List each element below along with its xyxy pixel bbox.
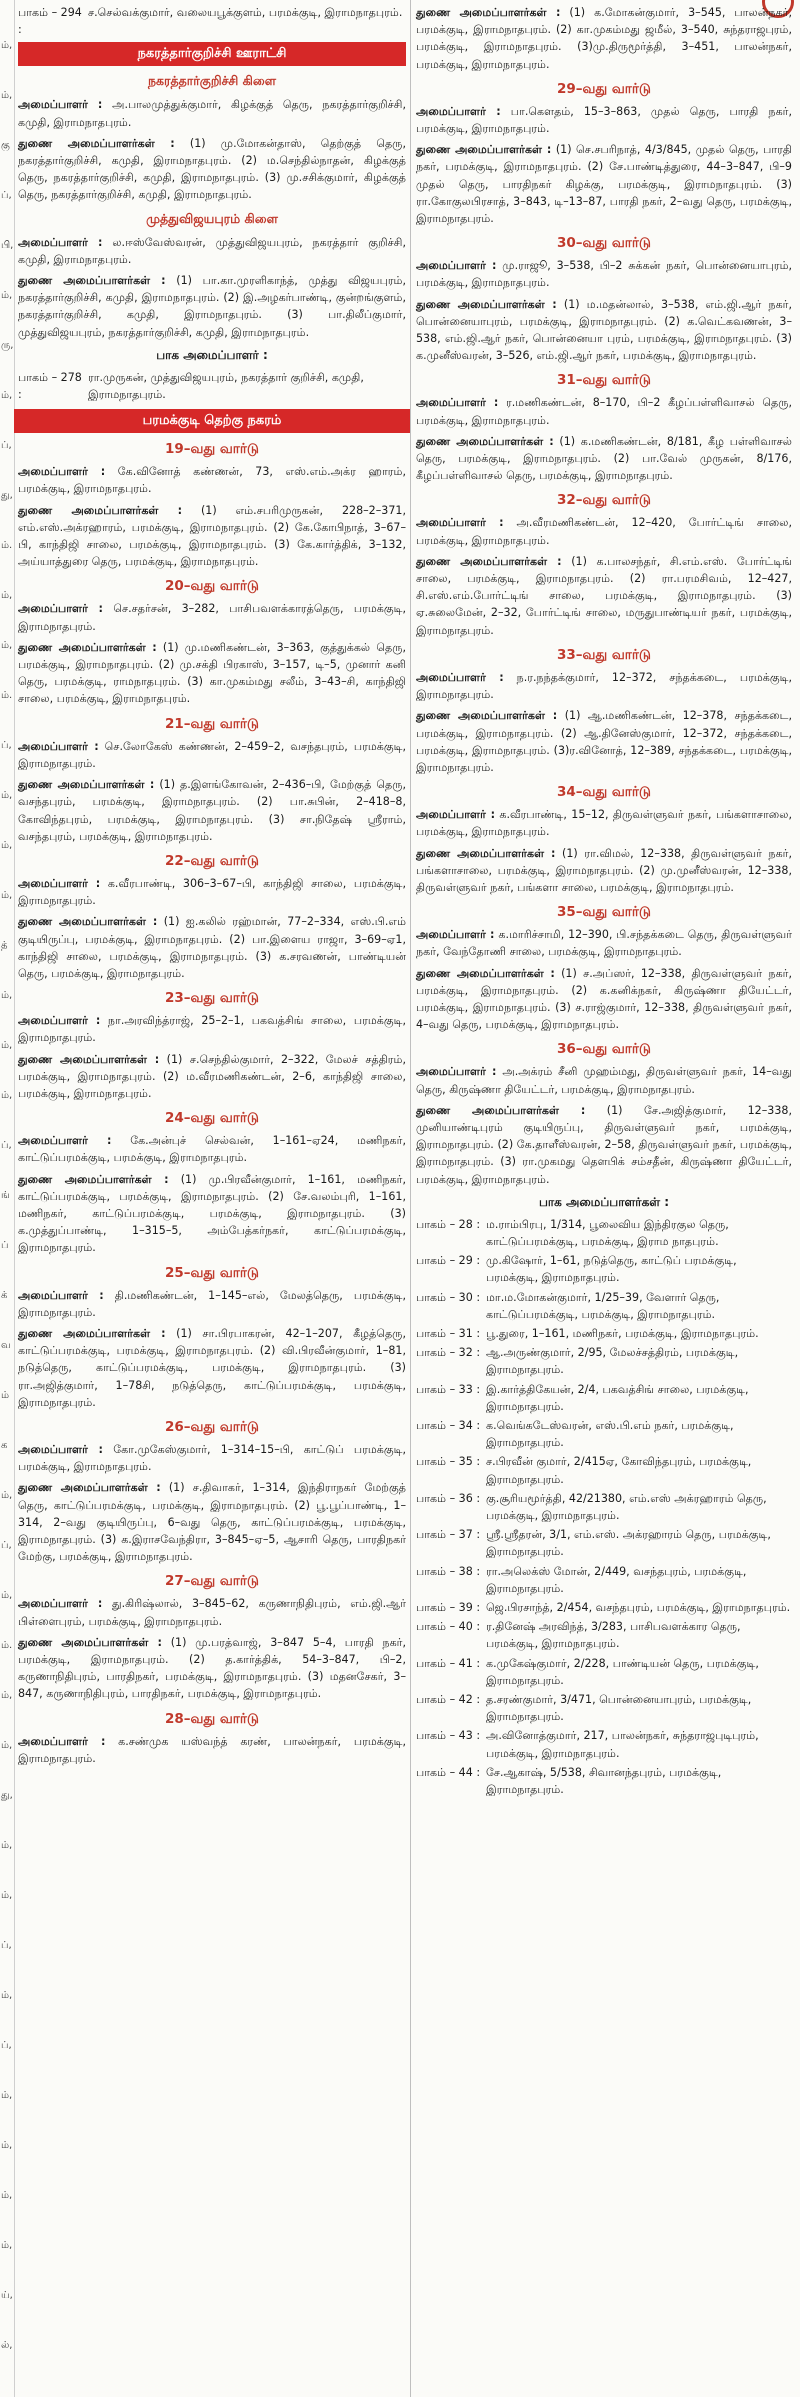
secretary-entry [18, 600, 406, 634]
assistants-label: துணை அமைப்பாளர்கள் : [416, 709, 558, 723]
assistants-entry [416, 4, 792, 73]
secretary-text: தி.மணிகண்டன், 1–145–எல், மேலத்தெரு, பரமக்குடி, இராமநாதபுரம். [18, 1288, 407, 1319]
assistants-entry [416, 296, 792, 365]
assistants-label: துணை அமைப்பாளர்கள் : [416, 966, 555, 980]
gutter-mark: ப் [1, 1240, 9, 1251]
booth-label: பாகம் – 40 : [416, 1620, 481, 1634]
secretary-label: அமைப்பாளர் : [416, 104, 501, 118]
secretary-entry [18, 1287, 406, 1321]
assistants-text: (1) செ.சபரிநாத், 4/3/845, முதல் தெரு, பாரதி நகர், பரமக்குடி, இராமநாதபுரம். (2) சே.பாண்டித்துரை, 44–3–847, பி–9 முதல் தெரு, பாரதிநகர் கிழக்கு, பரமக்குடி, இராமநாதபுரம். (3) ரா.கோகுலபிரசாத், 3–843, டி–13–87, பாரதி நகர், 2–வது தெரு, பரமக்குடி, இராமநாதபுரம். [416, 143, 793, 226]
booth-label: பாகம் – 32 : [416, 1346, 481, 1360]
secretary-entry [416, 669, 792, 703]
assistants-text: (1) ச.செந்தில்குமார், 2–322, மேலச் சத்திரம், பரமக்குடி, இராமநாதபுரம். (2) ம.வீரமணிகண்டன், 2–6, காந்திஜி சாலை, பரமக்குடி, இராமநாதபுரம். [18, 1052, 406, 1100]
booth-label: பாகம் – 36 : [416, 1491, 481, 1505]
gutter-mark: ம், [1, 2140, 13, 2151]
assistants-label: துணை அமைப்பாளர்கள் : [18, 503, 183, 517]
booth-heading: பாக அமைப்பாளர் : [156, 347, 268, 362]
assistants-entry [416, 965, 792, 1034]
assistants-text: (1) மு.மோகன்தாஸ், தெற்குத் தெரு, நகரத்தார்குறிச்சி, கமுதி, இராமநாதபுரம். (2) ம.செந்தில்நாதன், கிழக்குத் தெரு, நகரத்தார்குறிச்சி, கமுதி, இராமநாதபுரம். (3) மு.சசிக்குமார், கிழக்குத் தெரு, நகரத்தார்குறிச்சி, கமுதி, இராமநாதபுரம். [18, 136, 406, 202]
booth-text: மு.கிஷோர், 1–61, நடுத்தெரு, காட்டுப் பரமக்குடி, பரமக்குடி, இராமநாதபுரம். [486, 1254, 737, 1285]
booth-entry [416, 1727, 792, 1761]
assistants-entry [18, 1325, 406, 1411]
secretary-entry [18, 234, 406, 268]
gutter-mark: ப், [1, 190, 12, 201]
booth-text: க.வெங்கடேஸ்வரன், எஸ்.பி.எம் நகர், பரமக்குடி, இராமநாதபுரம். [486, 1419, 734, 1450]
booth-text: க.முகேஷ்குமார், 2/228, பாண்டியன் தெரு, பரமக்குடி, இராமநாதபுரம். [486, 1656, 759, 1687]
ward-title: 22–வது வார்டு [165, 852, 259, 869]
booth-entry [416, 1344, 792, 1378]
gutter-mark: த் [1, 940, 8, 951]
assistants-entry [18, 135, 406, 204]
booth-entry [416, 1764, 792, 1798]
gutter-mark: து, [1, 490, 13, 501]
gutter-mark: ப், [1, 740, 12, 751]
gutter-mark: ம், [1, 40, 13, 51]
booth-label: பாகம் – 294 : [18, 6, 82, 37]
booth-entry [416, 1618, 792, 1652]
booth-label: பாகம் – 44 : [416, 1765, 481, 1779]
secretary-text: ர.மணிகண்டன், 8–170, பி–2 கீழப்பள்ளிவாசல் தெரு, பரமக்குடி, இராமநாதபுரம். [416, 396, 793, 427]
assistants-text: (1) ம.மதன்லால், 3–538, எம்.ஜி.ஆர் நகர், பொன்னையாபுரம், பரமக்குடி, இராமநாதபுரம். (2) க.வெட்கவணன், 3–538, எம்.ஜி.ஆர் நகர், பொன்னையா புரம், பரமக்குடி, இராமநாதபுரம். (3) க.முனீஸ்வரன், 3–526, எம்.ஜி.ஆர் நகர், பரமக்குடி, இராமநாதபுரம். [416, 297, 792, 363]
secretary-entry [416, 103, 792, 137]
assistants-text: (1) த.இளங்கோவன், 2–436–பி, மேற்குத் தெரு, வசந்தபுரம், பரமக்குடி, இராமநாதபுரம். (2) பா.சுபின், 2–418–8, கோவிந்தபுரம், பரமக்குடி, இராமநாதபுரம். (3) சா.நிதேஷ் ஸ்ரீராம், வசந்தபுரம், பரமக்குடி, இராமநாதபுரம். [18, 778, 406, 843]
assistants-label: துணை அமைப்பாளர்கள் : [416, 1103, 586, 1117]
secretary-entry [18, 96, 406, 130]
left-gutter-cropped-text [0, 0, 15, 2397]
gutter-mark: ம், [1, 1090, 13, 1101]
booth-entry [416, 1417, 792, 1451]
secretary-label: அமைப்பாளர் : [18, 98, 103, 112]
booth-entry [18, 4, 406, 38]
secretary-label: அமைப்பாளர் : [18, 465, 106, 479]
ward-title: 19–வது வார்டு [165, 441, 259, 458]
secretary-text: க.சண்முக யஸ்வந்த் கரண், பாலன்நகர், பரமக்குடி, இராமநாதபுரம். [18, 1734, 406, 1765]
booth-label: பாகம் – 42 : [416, 1693, 481, 1707]
branch-title: முத்துவிஜயபுரம் கிளை [146, 210, 278, 226]
booth-entry [416, 1381, 792, 1415]
assistants-text: (1) ச.திவாகர், 1–314, இந்திராநகர் மேற்குத் தெரு, காட்டுப்பரமக்குடி, பரமக்குடி, இராமநாதபுரம். (2) பூ.பூப்பாண்டி, 1–314, 2–வது குடியிருப்பு, 6–வது தெரு, காட்டுப்பரமக்குடி, பரமக்குடி, இராமநாதபுரம். (3) க.இராசவேந்திரா, 3–845–ஏ–5, ஆசாரி தெரு, பாரதிநகர் மேற்கு, பரமக்குடி, இராமநாதபுரம். [18, 1481, 407, 1564]
assistants-text: (1) க.பாலசந்தர், சி.எம்.எஸ். போர்ட்டிங் சாலை, பரமக்குடி, இராமநாதபுரம். (2) ரா.பரமசிவம், 12–427, சி.எஸ்.எம்.போர்ட்டிங் சாலை, பரமக்குடி, இராமநாதபுரம். (3) ஏ.சுலைமேன், 2–32, போர்ட்டிங் சாலை, மருதுபாண்டியர் நகர், பரமக்குடி, இராமநாதபுரம். [416, 554, 792, 637]
assistants-entry [416, 1102, 792, 1188]
booth-text: பூ.துரை, 1–161, மணிநகர், பரமக்குடி, இராமநாதபுரம். [486, 1326, 759, 1340]
gutter-mark: ம். [1, 690, 13, 701]
booth-text: அ.வினோத்குமார், 217, பாலன்நகர், சுந்தராஜபுடிபுரம், பரமக்குடி, இராமநாதபுரம். [486, 1729, 759, 1760]
assistants-label: துணை அமைப்பாளர்கள் : [416, 434, 554, 448]
secretary-entry [18, 738, 406, 772]
gutter-mark: ம் [1, 1390, 10, 1401]
branch-title: நகரத்தார்குறிச்சி கிளை [147, 73, 277, 89]
secretary-text: க.மாரிச்சாமி, 12–390, பி.சந்தக்கடை தெரு, திருவள்ளுவர் நகர், வேந்தோணி சாலை, பரமக்குடி, இராமநாதபுரம். [416, 928, 793, 959]
secretary-label: அமைப்பாளர் : [18, 1014, 101, 1028]
ward-title: 31–வது வார்டு [557, 372, 651, 389]
booth-heading: பாக அமைப்பாளர்கள் : [538, 1194, 670, 1209]
booth-label: பாகம் – 29 : [416, 1254, 481, 1268]
assistants-text: (1) ஆ.மணிகண்டன், 12–378, சந்தக்கடை, பரமக்குடி, இராமநாதபுரம். (2) ஆ.தினேஸ்குமார், 12–372, சந்தக்கடை, பரமக்குடி, இராமநாதபுரம். (3)ர.வினோத், 12–389, சந்தக்கடை, பரமக்குடி, இராமநாதபுரம். [416, 709, 792, 774]
gutter-mark: ம், [1, 1740, 13, 1751]
secretary-label: அமைப்பாளர் : [18, 1288, 104, 1302]
booth-text: ஆ.அருண்குமார், 2/95, மேலச்சத்திரம், பரமக்குடி, இராமநாதபுரம். [486, 1346, 739, 1377]
secretary-label: அமைப்பாளர் : [18, 235, 103, 249]
secretary-text: அ.அக்ரம் சீனி முஹம்மது, திருவள்ளுவர் நகர், 14–வது தெரு, கிருஷ்ணா தியேட்டர், பரமக்குடி, இராமநாதபுரம். [416, 1065, 793, 1096]
gutter-mark: ம், [1, 990, 13, 1001]
gutter-mark: ம். [1, 540, 13, 551]
assistants-entry [18, 913, 406, 982]
secretary-entry [18, 875, 406, 909]
assistants-text: (1) சே.அஜித்குமார், 12–338, முனியாண்டிபுரம் குடியிருப்பு, திருவள்ளுவர் நகர், பரமக்குடி, இராமநாதபுரம். (2) கே.தாளீஸ்வரன், 2–58, திருவள்ளுவர் நகர், பரமக்குடி, இராமநாதபுரம். (3) ரா.முகமது தௌபிக் சம்சதீன், கிருஷ்ணா தியேட்டர், பரமக்குடி, இராமநாதபுரம். [416, 1103, 792, 1186]
secretary-label: அமைப்பாளர் : [416, 1065, 497, 1079]
gutter-mark: க [1, 1440, 8, 1451]
assistants-label: துணை அமைப்பாளர்கள் : [18, 1172, 169, 1186]
gutter-mark: ம், [1, 2090, 13, 2101]
assistants-text: (1) ஐ.கலில் ரஹ்மான், 77–2–334, எஸ்.பி.எம் குடியிருப்பு, பரமக்குடி, இராமநாதபுரம். (2) பா.இளைய ராஜா, 3–69–ஏ1, காந்திஜி சாலை, பரமக்குடி, இராமநாதபுரம். (3) க.சரவணன், பாண்டியன் தெரு, பரமக்குடி, இராமநாதபுரம். [18, 915, 406, 980]
secretary-label: அமைப்பாளர் : [18, 602, 103, 616]
booth-entry [416, 1289, 792, 1323]
booth-text: ம.ராம்பிரபு, 1/314, பூலைவிய இந்திரகுல தெரு, காட்டுப்பரமக்குடி, பரமக்குடி, இராம நாதபுரம். [486, 1217, 729, 1248]
booth-label: பாகம் – 278 : [18, 370, 82, 402]
booth-label: பாகம் – 33 : [416, 1382, 481, 1396]
secretary-entry [416, 514, 792, 548]
ward-title: 27–வது வார்டு [165, 1573, 259, 1590]
booth-text: கு.சூரியமூர்த்தி, 42/21380, எம்.எஸ் அக்ரஹாரம் தெரு, பரமக்குடி, இராமநாதபுரம். [486, 1491, 767, 1523]
assistants-text: (1) மு.பிரவீன்குமார், 1–161, மணிநகர், காட்டுப்பரமக்குடி, பரமக்குடி, இராமநாதபுரம். (2) சே.வலம்புரி, 1–161, மணிநகர், காட்டுப்பரமக்குடி, பரமக்குடி, இராமநாதபுரம். (3) க.முத்துப்பாண்டி, 1–315–5, அம்பேத்கர்நகர், காட்டுப்பரமக்குடி, இராமநாதபுரம். [18, 1172, 406, 1255]
booth-entry [416, 1490, 792, 1524]
assistants-label: துணை அமைப்பாளர்கள் : [18, 274, 166, 288]
column-divider [410, 0, 411, 2397]
secretary-entry [416, 806, 792, 840]
booth-entry [18, 369, 406, 403]
booth-entry [416, 1526, 792, 1560]
gutter-mark: ப், [1, 440, 12, 451]
assistants-label: துணை அமைப்பாளர்கள் : [18, 1635, 162, 1649]
assistants-text: (1) ச.அப்ஸர், 12–338, திருவள்ளுவர் நகர், பரமக்குடி, இராமநாதபுரம். (2) க.கனிக்நகர், கிருஷ்ணா தியேட்டர், பரமக்குடி, இராமநாதபுரம். (3) ச.ராஜ்குமார், 12–338, திருவள்ளுவர் நகர், 4–வது தெரு, பரமக்குடி, இராமநாதபுரம். [416, 966, 792, 1032]
ward-title: 20–வது வார்டு [165, 578, 259, 595]
secretary-label: அமைப்பாளர் : [416, 516, 504, 530]
booth-text: ரா.முருகன், முத்துவிஜயபுரம், நகரத்தார் குறிச்சி, கமுதி, இராமநாதபுரம். [88, 370, 364, 402]
secretary-entry [18, 1132, 406, 1166]
gutter-mark: ல், [1, 2340, 13, 2351]
assistants-text: (1) க.மணிகண்டன், 8/181, கீழ பள்ளிவாசல் தெரு, பரமக்குடி, இராமநாதபுரம். (2) பா.வேல் முருகன், 8/176, கீழப்பள்ளிவாசல் தெரு, பரமக்குடி, இராமநாதபுரம். [416, 434, 793, 483]
gutter-mark: ம், [1, 1690, 13, 1701]
secretary-entry [18, 1441, 406, 1475]
assistants-entry [18, 1171, 406, 1257]
assistants-entry [416, 553, 792, 639]
booth-label: பாகம் – 41 : [416, 1656, 481, 1670]
booth-label: பாகம் – 38 : [416, 1564, 481, 1578]
booth-entry [416, 1216, 792, 1250]
booth-text: ர.தினேஷ் அரவிந்த், 3/283, பாசிபவளக்கார தெரு, பரமக்குடி, இராமநாதபுரம். [486, 1620, 741, 1651]
assistants-label: துணை அமைப்பாளர்கள் : [18, 778, 155, 792]
booth-label: பாகம் – 35 : [416, 1455, 481, 1469]
gutter-mark: க் [1, 1290, 8, 1301]
secretary-label: அமைப்பாளர் : [18, 1442, 103, 1456]
left-column [18, 4, 406, 1771]
gutter-mark: கு [1, 140, 10, 151]
gutter-mark: ப், [1, 1940, 12, 1951]
assistants-text: (1) பா.கா.முரளிகாந்த், முத்து விஜயபுரம், நகரத்தார்குறிச்சி, கமுதி, இராமநாதபுரம். (2) இ.அழகர்பாண்டி, குன்றங்குளம், நகரத்தார்குறிச்சி, கமுதி, இராமநாதபுரம். (3) பா.திலீப்குமார், முத்துவிஜயபுரம், நகரத்தார்குறிச்சி, கமுதி, இராமநாதபுரம். [18, 274, 407, 339]
secretary-text: ந.ர.நந்தக்குமார், 12–372, சந்தக்கடை, பரமக்குடி, இராமநாதபுரம். [416, 670, 792, 702]
gutter-mark: ம், [1, 890, 13, 901]
ward-title: 29–வது வார்டு [557, 80, 651, 97]
assistants-text: (1) க.மோகன்குமார், 3–545, பாலன்நகர், பரமக்குடி, இராமநாதபுரம். (2) கா.முகம்மது ஜமீல், 3–540, சுந்தராஜபுரம், பரமக்குடி, இராமநாதபுரம். (3)மு.திருமூர்த்தி, 3–451, பாலன்நகர், பரமக்குடி, இராமநாதபுரம். [416, 6, 792, 71]
secretary-text: மு.ராஜூ, 3–538, பி–2 சுக்கன் நகர், பொன்னையாபுரம், பரமக்குடி, இராமநாதபுரம். [416, 259, 793, 290]
assistants-text: (1) மு.மணிகண்டன், 3–363, குத்துக்கல் தெரு, பரமக்குடி, இராமநாதபுரம். (2) மு.சக்தி பிரகாஸ், 3–157, டி–5, முனார் கனி தெரு, பரமக்குடி, ராமநாதபுரம். (3) கா.முகம்மது சலீம், 3–43–சி, காந்திஜி சாலை, பரமக்குடி, இராமநாதபுரம். [18, 640, 406, 706]
ward-title: 32–வது வார்டு [557, 492, 651, 509]
assistants-label: துணை அமைப்பாளர்கள் : [416, 143, 552, 157]
ward-title: 24–வது வார்டு [165, 1110, 259, 1127]
booth-label: பாகம் – 30 : [416, 1290, 481, 1304]
assistants-label: துணை அமைப்பாளர்கள் : [416, 297, 557, 311]
secretary-text: நா.அரவிந்த்ராஜ், 25–2–1, பகவத்சிங் சாலை, பரமக்குடி, இராமநாதபுரம். [18, 1014, 406, 1045]
booth-text: த.சரண்குமார், 3/471, பொன்னையாபுரம், பரமக்குடி, இராமநாதபுரம். [486, 1693, 752, 1724]
booth-entry [416, 1325, 792, 1342]
assistants-entry [18, 776, 406, 845]
assistants-label: துணை அமைப்பாளர்கள் : [18, 1052, 160, 1066]
booth-label: பாகம் – 43 : [416, 1729, 481, 1743]
assistants-label: துணை அமைப்பாளர்கள் : [18, 640, 157, 654]
assistants-text: (1) ரா.விமல், 12–338, திருவள்ளுவர் நகர், பங்களாசாலை, பரமக்குடி, இராமநாதபுரம். (2) மு.முனீஸ்வரன், 12–338, திருவள்ளுவர் நகர், பங்களா சாலை, பரமக்குடி, இராமநாதபுரம். [416, 846, 793, 894]
right-ward-list [416, 79, 792, 1188]
secretary-text: கோ.முகேஸ்குமார், 1–314–15–பி, காட்டுப் பரமக்குடி, பரமக்குடி, இராமநாதபுரம். [18, 1442, 407, 1474]
assistants-text: (1) எம்.சபரிமுருகன், 228–2–371, எம்.எஸ்.அக்ரஹாரம், பரமக்குடி, இராமநாதபுரம். (2) கே.கோபிநாத், 3–67–பி, காந்திஜி சாலை, பரமக்குடி, இராமநாதபுரம். (3) கே.கார்த்திக், 3–132, அய்யாத்துரை தெரு, பரமக்குடி, இராமநாதபுரம். [18, 503, 406, 569]
secretary-entry [416, 1063, 792, 1097]
booth-entry [416, 1453, 792, 1487]
assistants-label: துணை அமைப்பாளர்கள் : [416, 554, 562, 568]
secretary-label: அமைப்பாளர் : [18, 1134, 112, 1148]
secretary-label: அமைப்பாளர் : [416, 670, 504, 684]
secretary-text: செ.சதர்சன், 3–282, பாசிபவளக்காரத்தெரு, பரமக்குடி, இராமநாதபுரம். [18, 602, 407, 633]
assistants-label: துணை அமைப்பாளர்கள் : [18, 1326, 166, 1340]
assistants-entry [18, 1634, 406, 1703]
gutter-mark: ம், [1, 2240, 13, 2251]
gutter-mark: ப், [1, 2040, 12, 2051]
booth-text: ச.பிரவீன் குமார், 2/415ஏ, கோவிந்தபுரம், பரமக்குடி, இராமநாதபுரம். [486, 1455, 752, 1486]
secretary-label: அமைப்பாளர் : [18, 1734, 106, 1748]
booth-label: பாகம் – 28 : [416, 1217, 481, 1231]
assistants-label: துணை அமைப்பாளர்கள் : [416, 6, 561, 19]
gutter-mark: ப், [1, 1140, 12, 1151]
booth-text: மா.ம.மோகன்குமார், 1/25–39, வேளார் தெரு, காட்டுப்பரமக்குடி, பரமக்குடி, இராமநாதபுரம். [486, 1290, 720, 1321]
booth-text: ரா.அலெக்ஸ் மோன், 2/449, வசந்தபுரம், பரமக்குடி, இராமநாதபுரம். [486, 1564, 747, 1595]
gutter-mark: ம். [1, 1640, 13, 1651]
ward-title: 36–வது வார்டு [557, 1041, 651, 1058]
gutter-mark: ம், [1, 290, 13, 301]
booth-entry [416, 1252, 792, 1286]
secretary-label: அமைப்பாளர் : [416, 396, 499, 410]
secretary-entry [416, 394, 792, 428]
assistants-entry [18, 502, 406, 571]
gutter-mark: ம், [1, 1040, 13, 1051]
gutter-mark: ங் [1, 1190, 10, 1201]
assistants-entry [18, 639, 406, 708]
booth-text: ஜெ.பிரசாந்த், 2/454, வசந்தபுரம், பரமக்குடி, இராமநாதபுரம். [486, 1601, 791, 1615]
secretary-entry [18, 1012, 406, 1046]
assistants-entry [416, 845, 792, 897]
gutter-mark: ம், [1, 1490, 13, 1501]
secretary-label: அமைப்பாளர் : [416, 928, 495, 942]
gutter-mark: ம், [1, 390, 13, 401]
gutter-mark: ம், [1, 590, 13, 601]
gutter-mark: பி, [1, 240, 14, 251]
gutter-mark: ம், [1, 640, 13, 651]
ward-title: 23–வது வார்டு [165, 990, 259, 1007]
secretary-text: அ.பாலமுத்துக்குமார், கிழக்குத் தெரு, நகரத்தார்குறிச்சி, கமுதி, இராமநாதபுரம். [18, 98, 406, 129]
gutter-mark: ம், [1, 1840, 13, 1851]
gutter-mark: ம், [1, 790, 13, 801]
ward-title: 30–வது வார்டு [557, 235, 651, 252]
ward-title: 25–வது வார்டு [165, 1264, 259, 1281]
left-ward-list [18, 439, 406, 1767]
gutter-mark: ய், [1, 2290, 13, 2301]
booth-text: இ.கார்த்திகேயன், 2/4, பகவத்சிங் சாலை, பரமக்குடி, இராமநாதபுரம். [486, 1382, 749, 1413]
assistants-text: (1) சா.பிரபாகரன், 42–1–207, கீழத்தெரு, காட்டுப்பரமக்குடி, பரமக்குடி, இராமநாதபுரம். (2) வி.பிரவீன்குமார், 1–81, நடுத்தெரு, காட்டுப்பரமக்குடி, பரமக்குடி, இராமநாதபுரம். (3) ரா.அஜித்குமார், 1–78சி, நடுத்தெரு, காட்டுப்பரமக்குடி, பரமக்குடி, இராமநாதபுரம். [18, 1326, 406, 1409]
gutter-mark: ரு, [1, 340, 14, 351]
secretary-entry [18, 1733, 406, 1767]
ward-title: 33–வது வார்டு [557, 646, 651, 663]
gutter-mark: வ [1, 1340, 11, 1351]
secretary-text: கே.வினோத் கண்ணன், 73, எஸ்.எம்.அக்ர ஹாரம், பரமக்குடி, இராமநாதபுரம். [18, 465, 406, 496]
ward-title: 35–வது வார்டு [557, 904, 651, 921]
secretary-entry [416, 257, 792, 291]
gutter-mark: ம், [1, 2190, 13, 2201]
secretary-text: செ.லோகேஸ் கண்ணன், 2–459–2, வசந்தபுரம், பரமக்குடி, இராமநாதபுரம். [18, 739, 407, 770]
town-banner: பரமக்குடி தெற்கு நகரம் [14, 409, 410, 433]
booth-entry [416, 1563, 792, 1597]
booth-label: பாகம் – 37 : [416, 1528, 481, 1542]
secretary-text: அ.வீரமணிகண்டன், 12–420, போர்ட்டிங் சாலை, பரமக்குடி, இராமநாதபுரம். [416, 516, 792, 547]
booth-entry [416, 1691, 792, 1725]
secretary-label: அமைப்பாளர் : [18, 1597, 103, 1611]
booth-text: சே.ஆகாஷ், 5/538, சிவானந்தபுரம், பரமக்குடி, இராமநாதபுரம். [486, 1765, 722, 1797]
assistants-label: துணை அமைப்பாளர்கள் : [18, 915, 158, 929]
assistants-entry [18, 1051, 406, 1103]
assistants-text: (1) மு.பரத்வாஜ், 3–847 5–4, பாரதி நகர், பரமக்குடி, இராமநாதபுரம். (2) த.கார்த்திக், 54–3–847, பி–2, கருணாநிதிபுரம், பாரதிநகர், பரமக்குடி, இராமநாதபுரம். (3) மதனசேகர், 3–847, கருணாநிதிபுரம், பாரதிநகர், பரமக்குடி, இராமநாதபுரம். [18, 1635, 406, 1701]
gutter-mark: ம், [1, 1890, 13, 1901]
secretary-label: அமைப்பாளர் : [18, 739, 99, 753]
assistants-entry [18, 1479, 406, 1565]
secretary-entry [18, 1595, 406, 1629]
secretary-text: ல.ஈஸ்வேஸ்வரன், முத்துவிஜயபுரம், நகரத்தார் குறிச்சி, கமுதி, இராமநாதபுரம். [18, 235, 406, 266]
ward-title: 26–வது வார்டு [165, 1418, 259, 1435]
assistants-label: துணை அமைப்பாளர்கள் : [18, 1481, 161, 1495]
booth-label: பாகம் – 31 : [416, 1326, 481, 1340]
secretary-entry [416, 926, 792, 960]
booth-text: ஸ்ரீ.ஸ்ரீதரன், 3/1, எம்.எஸ். அக்ரஹாரம் தெரு, பரமக்குடி, இராமநாதபுரம். [486, 1528, 771, 1559]
secretary-text: க.வீரபாண்டி, 306–3–67–பி, காந்திஜி சாலை, பரமக்குடி, இராமநாதபுரம். [18, 876, 406, 908]
gutter-mark: ம், [1, 90, 13, 101]
assistants-label: துணை அமைப்பாளர்கள் : [18, 136, 175, 150]
ward-title: 21–வது வார்டு [165, 715, 259, 732]
secretary-label: அமைப்பாளர் : [18, 876, 101, 890]
gutter-mark: ம், [1, 1590, 13, 1601]
secretary-label: அமைப்பாளர் : [416, 259, 497, 273]
gutter-mark: ம், [1, 1990, 13, 2001]
booth-entry [416, 1655, 792, 1689]
secretary-text: க.வீரபாண்டி, 15–12, திருவள்ளுவர் நகர், பங்களாசாலை, பரமக்குடி, இராமநாதபுரம். [416, 808, 792, 839]
booth-label: பாகம் – 39 : [416, 1601, 481, 1615]
assistants-entry [416, 141, 792, 227]
booth-list [416, 1216, 792, 1799]
secretary-text: கே.அன்புச் செல்வன், 1–161–ஏ24, மணிநகர், காட்டுப்பரமக்குடி, பரமக்குடி, இராமநாதபுரம். [18, 1134, 406, 1165]
booth-entry [416, 1599, 792, 1616]
assistants-label: துணை அமைப்பாளர்கள் : [416, 846, 556, 860]
union-banner: நகரத்தார்குறிச்சி ஊராட்சி [18, 42, 406, 66]
assistants-entry [416, 707, 792, 776]
assistants-entry [416, 433, 792, 485]
ward-title: 28–வது வார்டு [165, 1710, 259, 1727]
right-column [416, 4, 792, 1800]
assistants-entry [18, 272, 406, 341]
secretary-entry [18, 463, 406, 497]
secretary-label: அமைப்பாளர் : [416, 808, 496, 822]
gutter-mark: ம், [1, 840, 13, 851]
booth-text: ச.செல்வக்குமார், வலையபூக்குளம், பரமக்குடி, இராமநாதபுரம். [88, 6, 403, 19]
ward-title: 34–வது வார்டு [557, 784, 651, 801]
gutter-mark: து, [1, 1790, 13, 1801]
gutter-mark: ப், [1, 1540, 12, 1551]
secretary-text: து.கிரிஷ்லால், 3–845–62, கருணாநிதிபுரம், எம்.ஜி.ஆர் பிள்ளைபுரம், பரமக்குடி, இராமநாதபுரம். [18, 1597, 406, 1628]
booth-label: பாகம் – 34 : [416, 1419, 481, 1432]
secretary-text: பா.கௌதம், 15–3–863, முதல் தெரு, பாரதி நகர், பரமக்குடி, இராமநாதபுரம். [416, 104, 792, 136]
